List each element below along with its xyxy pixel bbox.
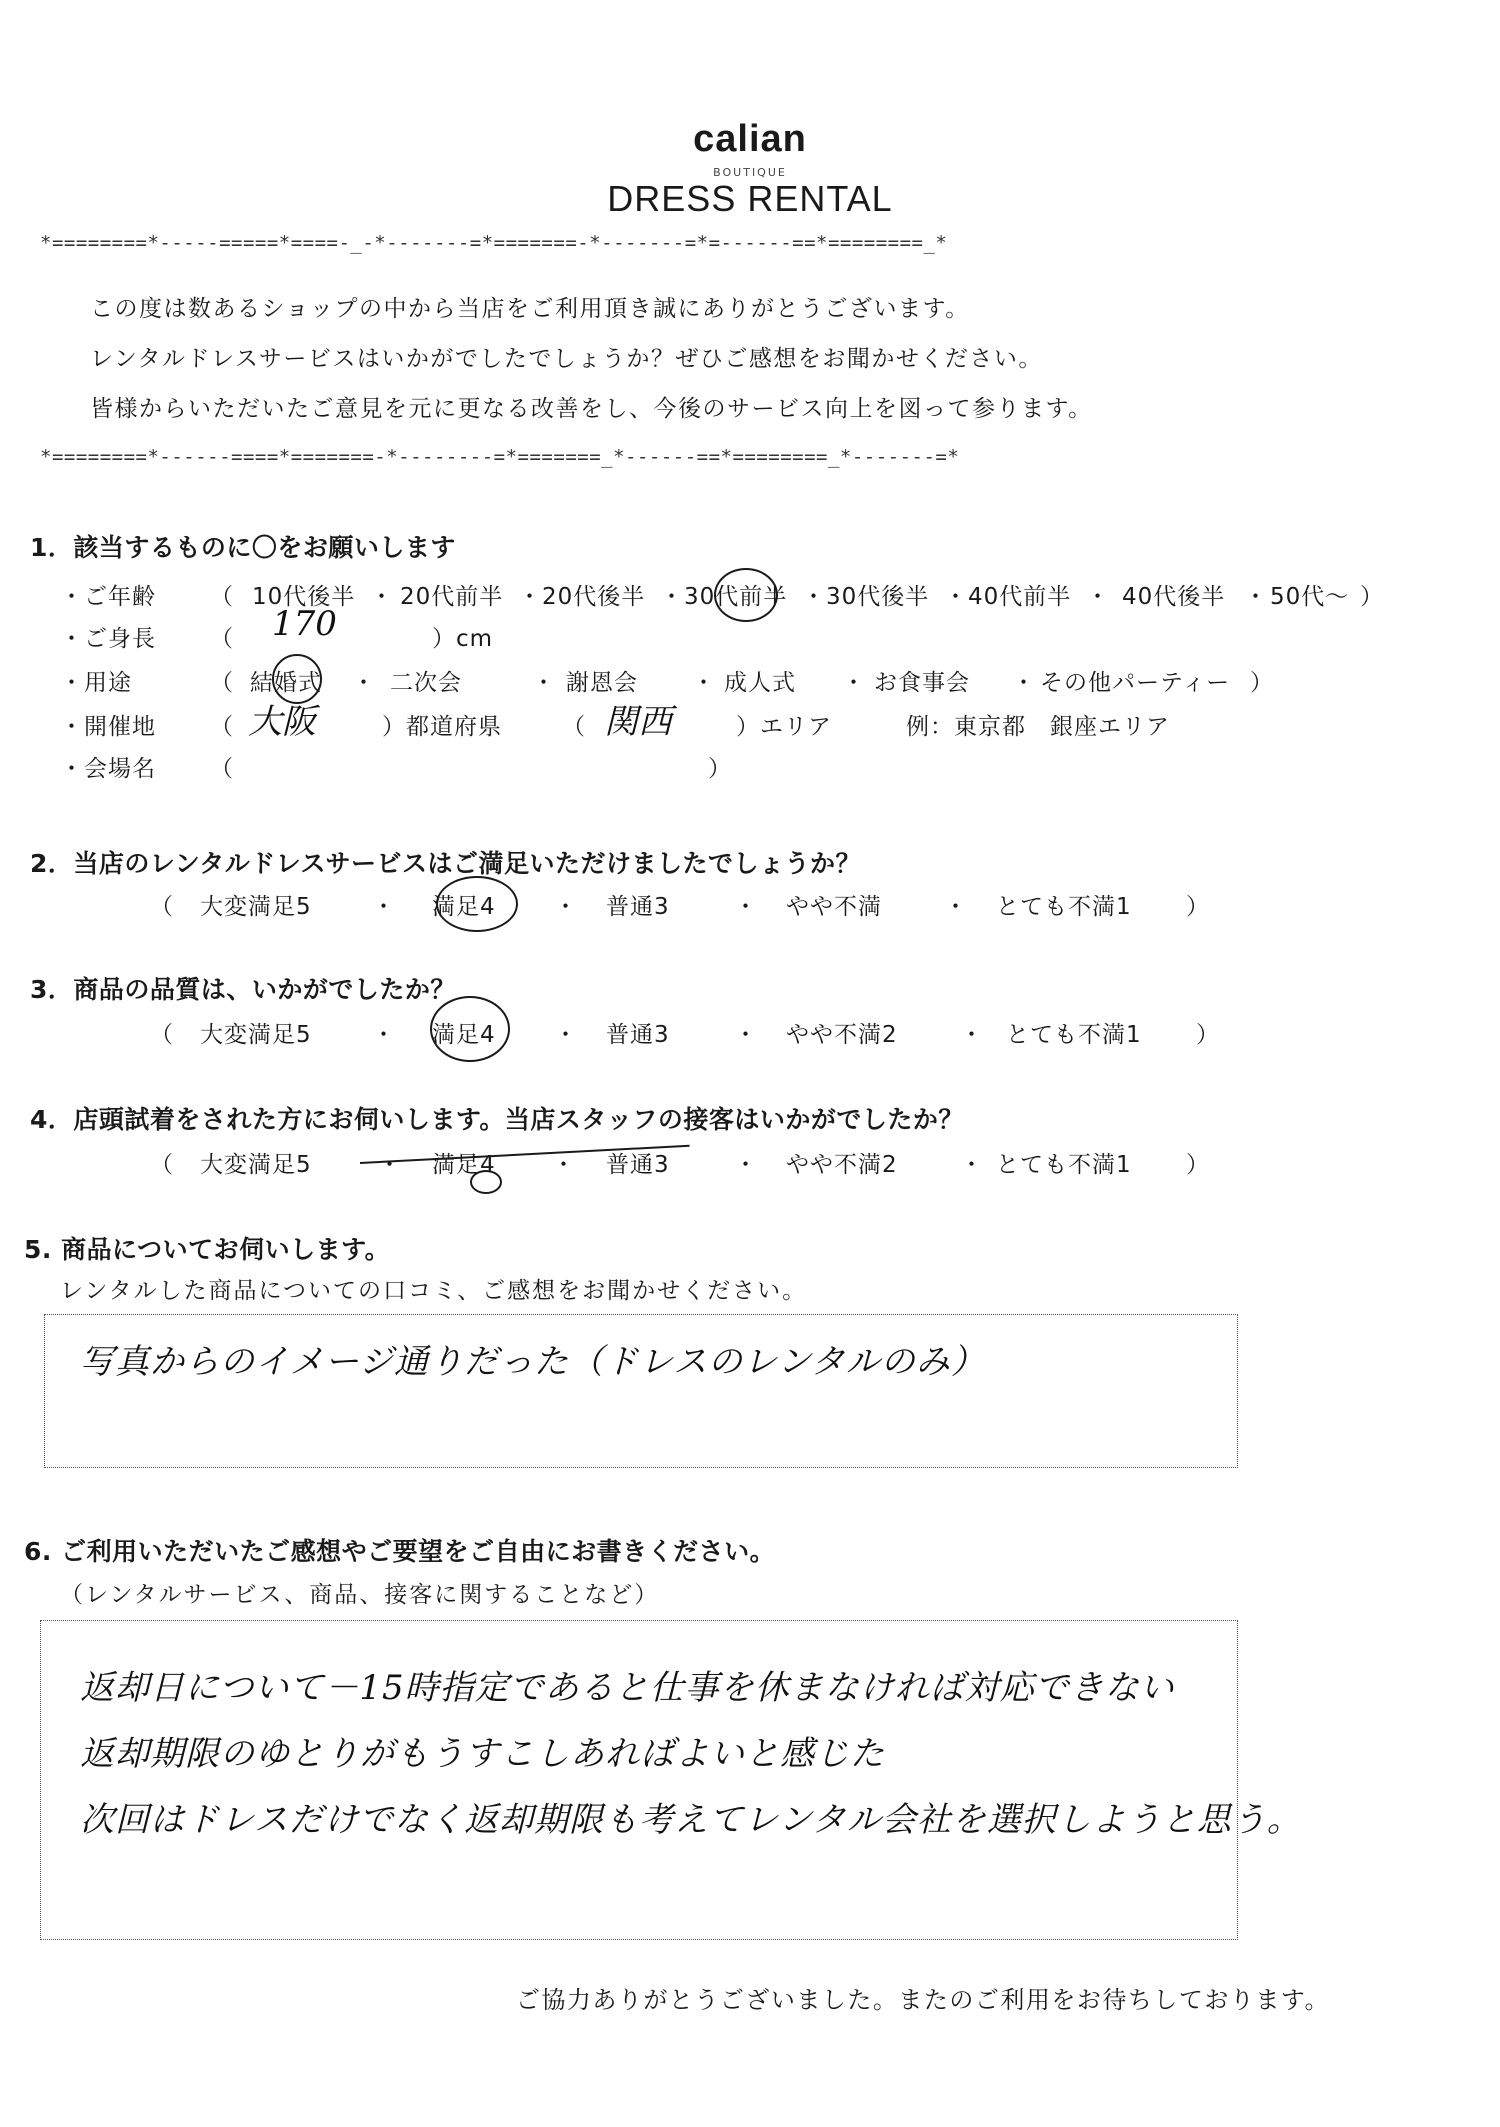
separator-bottom: *========*------====*=======-*--------=*=======_*------==*========_*-------=* — [40, 446, 960, 468]
prefecture-suffix: ）都道府県 — [382, 714, 502, 740]
q2-sep: ・ — [372, 894, 396, 920]
q4-option-0[interactable]: 大変満足5 — [200, 1152, 312, 1178]
age-option-0[interactable]: 10代後半 — [252, 584, 356, 610]
age-label: ・ご年齢 — [60, 584, 156, 610]
height-label: ・ご身長 — [60, 626, 156, 652]
area-suffix: ）エリア — [736, 714, 832, 740]
q3-close: ） — [1196, 1022, 1220, 1048]
area-open: （ — [562, 714, 586, 740]
q2-sep: ・ — [554, 894, 578, 920]
question-4-title: 4．店頭試着をされた方にお伺いします。当店スタッフの接客はいかがでしたか？ — [30, 1105, 964, 1134]
purpose-sep: ・ — [532, 670, 556, 696]
q4-sep: ・ — [552, 1152, 576, 1178]
q3-option-4[interactable]: とても不満1 — [1006, 1022, 1142, 1048]
brand-logo: calian — [693, 118, 807, 160]
q3-option-2[interactable]: 普通3 — [606, 1022, 670, 1048]
venue-area-open: （ — [210, 714, 234, 740]
q6-answer-line-2: 返却期限のゆとりがもうすこしあればよいと感じた — [80, 1734, 885, 1774]
q4-sep: ・ — [734, 1152, 758, 1178]
q4-sep: ・ — [378, 1152, 402, 1178]
q4-option-1[interactable]: 満足4 — [432, 1152, 496, 1178]
purpose-sep: ・ — [842, 670, 866, 696]
q2-option-3[interactable]: やや不満 — [786, 894, 882, 920]
intro-line-3: 皆様からいただいたご意見を元に更なる改善をし、今後のサービス向上を図って参ります。 — [90, 396, 1093, 422]
age-sep: ・ — [660, 584, 684, 610]
q3-sep: ・ — [734, 1022, 758, 1048]
q2-close: ） — [1186, 894, 1210, 920]
purpose-option-1[interactable]: 二次会 — [390, 670, 462, 696]
intro-line-2: レンタルドレスサービスはいかがでしたでしょうか？ぜひご感想をお聞かせください。 — [90, 346, 1043, 372]
q2-open: （ — [150, 894, 174, 920]
q4-strike-loop — [470, 1170, 502, 1194]
q4-open: （ — [150, 1152, 174, 1178]
q4-sep: ・ — [960, 1152, 984, 1178]
prefecture-value[interactable]: 大阪 — [248, 702, 316, 742]
q2-option-0[interactable]: 大変満足5 — [200, 894, 312, 920]
question-6-subtitle: （レンタルサービス、商品、接客に関することなど） — [60, 1582, 660, 1608]
age-option-4[interactable]: 30代後半 — [826, 584, 930, 610]
age-close: ） — [1360, 584, 1384, 610]
footer-thanks: ご協力ありがとうございました。またのご利用をお待ちしております。 — [515, 1986, 1330, 2014]
purpose-sep: ・ — [352, 670, 376, 696]
purpose-label: ・用途 — [60, 670, 132, 696]
q3-option-3[interactable]: やや不満2 — [786, 1022, 898, 1048]
q2-option-1[interactable]: 満足4 — [432, 894, 496, 920]
separator-top: *========*-----=====*====-_-*-------=*=======-*-------=*=------==*========_* — [40, 232, 948, 254]
purpose-option-2[interactable]: 謝恩会 — [566, 670, 638, 696]
brand-subtitle: BOUTIQUE — [713, 166, 787, 179]
q5-answer: 写真からのイメージ通りだった（ドレスのレンタルのみ） — [80, 1342, 986, 1382]
q2-sep: ・ — [734, 894, 758, 920]
purpose-sep: ・ — [692, 670, 716, 696]
purpose-close: ） — [1250, 670, 1274, 696]
q3-open: （ — [150, 1022, 174, 1048]
q3-option-1[interactable]: 満足4 — [432, 1022, 496, 1048]
q2-option-2[interactable]: 普通3 — [606, 894, 670, 920]
purpose-option-5[interactable]: その他パーティー — [1040, 670, 1231, 696]
age-option-2[interactable]: 20代後半 — [542, 584, 646, 610]
venue-name-close: ） — [708, 756, 732, 782]
age-selected-circle — [714, 568, 778, 622]
q3-sep: ・ — [372, 1022, 396, 1048]
age-option-1[interactable]: 20代前半 — [400, 584, 504, 610]
page-title: DRESS RENTAL — [607, 178, 893, 219]
question-1-title: 1．該当するものに〇をお願いします — [30, 533, 456, 562]
q6-answer-line-1: 返却日について－15時指定であると仕事を休まなければ対応できない — [80, 1668, 1175, 1708]
age-sep: ・ — [802, 584, 826, 610]
venue-area-label: ・開催地 — [60, 714, 156, 740]
purpose-sep: ・ — [1012, 670, 1036, 696]
height-open: （ — [210, 626, 234, 652]
age-sep: ・ — [370, 584, 394, 610]
question-5-title: 5. 商品についてお伺いします。 — [24, 1235, 391, 1264]
area-value[interactable]: 関西 — [604, 702, 672, 742]
venue-name-open: （ — [210, 756, 234, 782]
purpose-open: （ — [210, 670, 234, 696]
q4-close: ） — [1186, 1152, 1210, 1178]
question-6-title: 6. ご利用いただいたご感想やご要望をご自由にお書きください。 — [24, 1537, 776, 1566]
age-sep: ・ — [518, 584, 542, 610]
q3-sep: ・ — [554, 1022, 578, 1048]
purpose-option-3[interactable]: 成人式 — [724, 670, 796, 696]
q3-sep: ・ — [960, 1022, 984, 1048]
question-5-subtitle: レンタルした商品についての口コミ、ご感想をお聞かせください。 — [60, 1278, 808, 1304]
q2-sep: ・ — [944, 894, 968, 920]
intro-line-1: この度は数あるショップの中から当店をご利用頂き誠にありがとうございます。 — [90, 296, 970, 322]
age-sep: ・ — [1244, 584, 1268, 610]
height-unit: ）cm — [432, 626, 494, 652]
q4-option-3[interactable]: やや不満2 — [786, 1152, 898, 1178]
age-open: （ — [210, 584, 234, 610]
height-value[interactable]: 170 — [272, 604, 337, 644]
age-option-5[interactable]: 40代前半 — [968, 584, 1072, 610]
question-3-title: 3．商品の品質は、いかがでしたか？ — [30, 975, 456, 1004]
purpose-option-0[interactable]: 結婚式 — [250, 670, 322, 696]
venue-name-label: ・会場名 — [60, 756, 156, 782]
question-2-title: 2．当店のレンタルドレスサービスはご満足いただけましたでしょうか？ — [30, 849, 862, 878]
q2-option-4[interactable]: とても不満1 — [996, 894, 1132, 920]
purpose-option-4[interactable]: お食事会 — [874, 670, 970, 696]
age-option-6[interactable]: 40代後半 — [1122, 584, 1226, 610]
q3-selected-circle — [430, 996, 510, 1062]
age-option-7[interactable]: 50代〜 — [1270, 584, 1350, 610]
q6-answer-line-3: 次回はドレスだけでなく返却期限も考えてレンタル会社を選択しようと思う。 — [80, 1800, 1302, 1840]
area-example: 例：東京都 銀座エリア — [906, 714, 1170, 740]
q4-option-4[interactable]: とても不満1 — [996, 1152, 1132, 1178]
age-sep: ・ — [1086, 584, 1110, 610]
q3-option-0[interactable]: 大変満足5 — [200, 1022, 312, 1048]
age-sep: ・ — [944, 584, 968, 610]
age-option-3[interactable]: 30代前半 — [684, 584, 788, 610]
q2-selected-circle — [436, 876, 518, 932]
q4-option-2[interactable]: 普通3 — [606, 1152, 670, 1178]
